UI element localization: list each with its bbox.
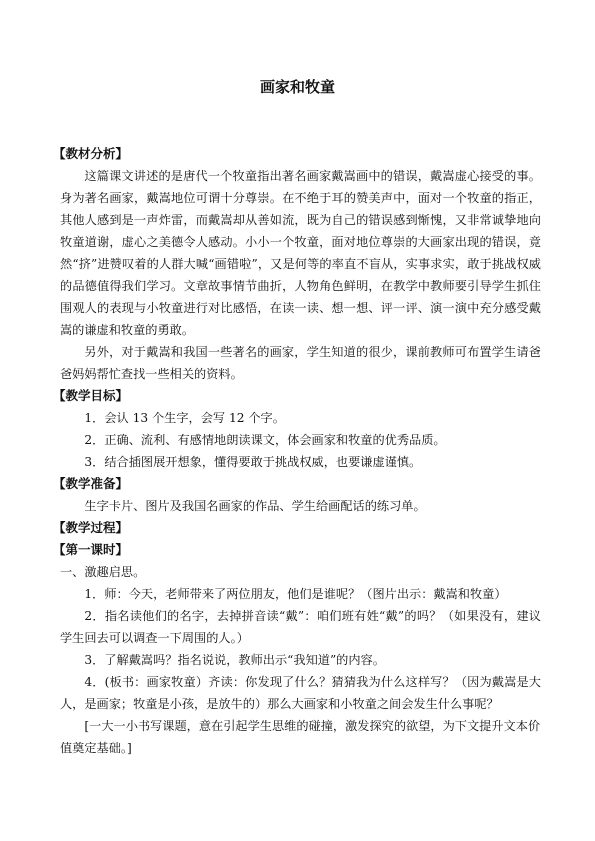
section-heading-lesson-one: 【第一课时】: [53, 542, 129, 557]
goal-item: 1．会认 13 个生字，会写 12 个字。: [84, 411, 285, 425]
step-item: 4．(板书：画家牧童）齐读：你发现了什么？猜猜我为什么这样写？（因为戴嵩是大人，是画家；牧童是小孩，是放牛的）那么大画家和小牧童之间会发生什么事呢？: [60, 675, 541, 711]
page-title: 画家和牧童: [259, 78, 335, 96]
analysis-paragraph-2: 另外，对于戴嵩和我国一些著名的画家，学生知道的很少，课前教师可布置学生请爸爸妈妈帮忙查找一些相关的资料。: [60, 345, 541, 381]
section-heading-goals: 【教学目标】: [53, 388, 129, 403]
analysis-paragraph-1: 这篇课文讲述的是唐代一个牧童指出著名画家戴嵩画中的错误，戴嵩虚心接受的事。身为著名画家，戴嵩地位可谓十分尊崇。在不绝于耳的赞美声中，面对一个牧童的指正，其他人感到是一声炸雷，而戴嵩却从善如流，既为自己的错误感到惭愧，又非常诚挚地向牧童道谢，虚心之美德令人感动。小小一个牧童，面对地位尊崇的大画家出现的错误，竟然“挤”进赞叹着的人群大喊“画错啦”，又是何等的率直不盲从，实事求实，敢于挑战权威的品德值得我们学习。文章故事情节曲折，人物角色鲜明，在教学中教师要引导学生抓住围观人的表现与小牧童进行对比感悟，在读一读、想一想、评一评、演一演中充分感受戴嵩的谦虚和牧童的勇敢。: [60, 169, 541, 337]
step-item: 2．指名读他们的名字，去掉拼音读“戴”：咱们班有姓“戴”的吗？（如果没有，建议学生回去可以调查一下周围的人。）: [60, 609, 541, 645]
section-heading-process: 【教学过程】: [53, 520, 129, 535]
section-heading-prep: 【教学准备】: [53, 476, 129, 491]
step-item: 3．了解戴嵩吗？指名说说，教师出示“我知道”的内容。: [84, 653, 385, 667]
teaching-note: [一大一小书写课题，意在引起学生思维的碰撞，激发探究的欲望，为下文提升文本价值奠定基础。]: [60, 719, 541, 755]
goal-item: 2．正确、流利、有感情地朗读课文，体会画家和牧童的优秀品质。: [84, 433, 446, 447]
section-heading-analysis: 【教材分析】: [53, 146, 129, 161]
step-heading: 一、激趣启思。: [60, 565, 146, 579]
step-item: 1．师：今天，老师带来了两位朋友，他们是谁呢？（图片出示：戴嵩和牧童）: [84, 587, 507, 601]
goal-item: 3．结合插图展开想象，懂得要敢于挑战权威，也要谦虚谨慎。: [84, 455, 422, 469]
prep-text: 生字卡片、图片及我国名画家的作品、学生给画配话的练习单。: [84, 499, 426, 513]
document-body: [53, 143, 541, 759]
